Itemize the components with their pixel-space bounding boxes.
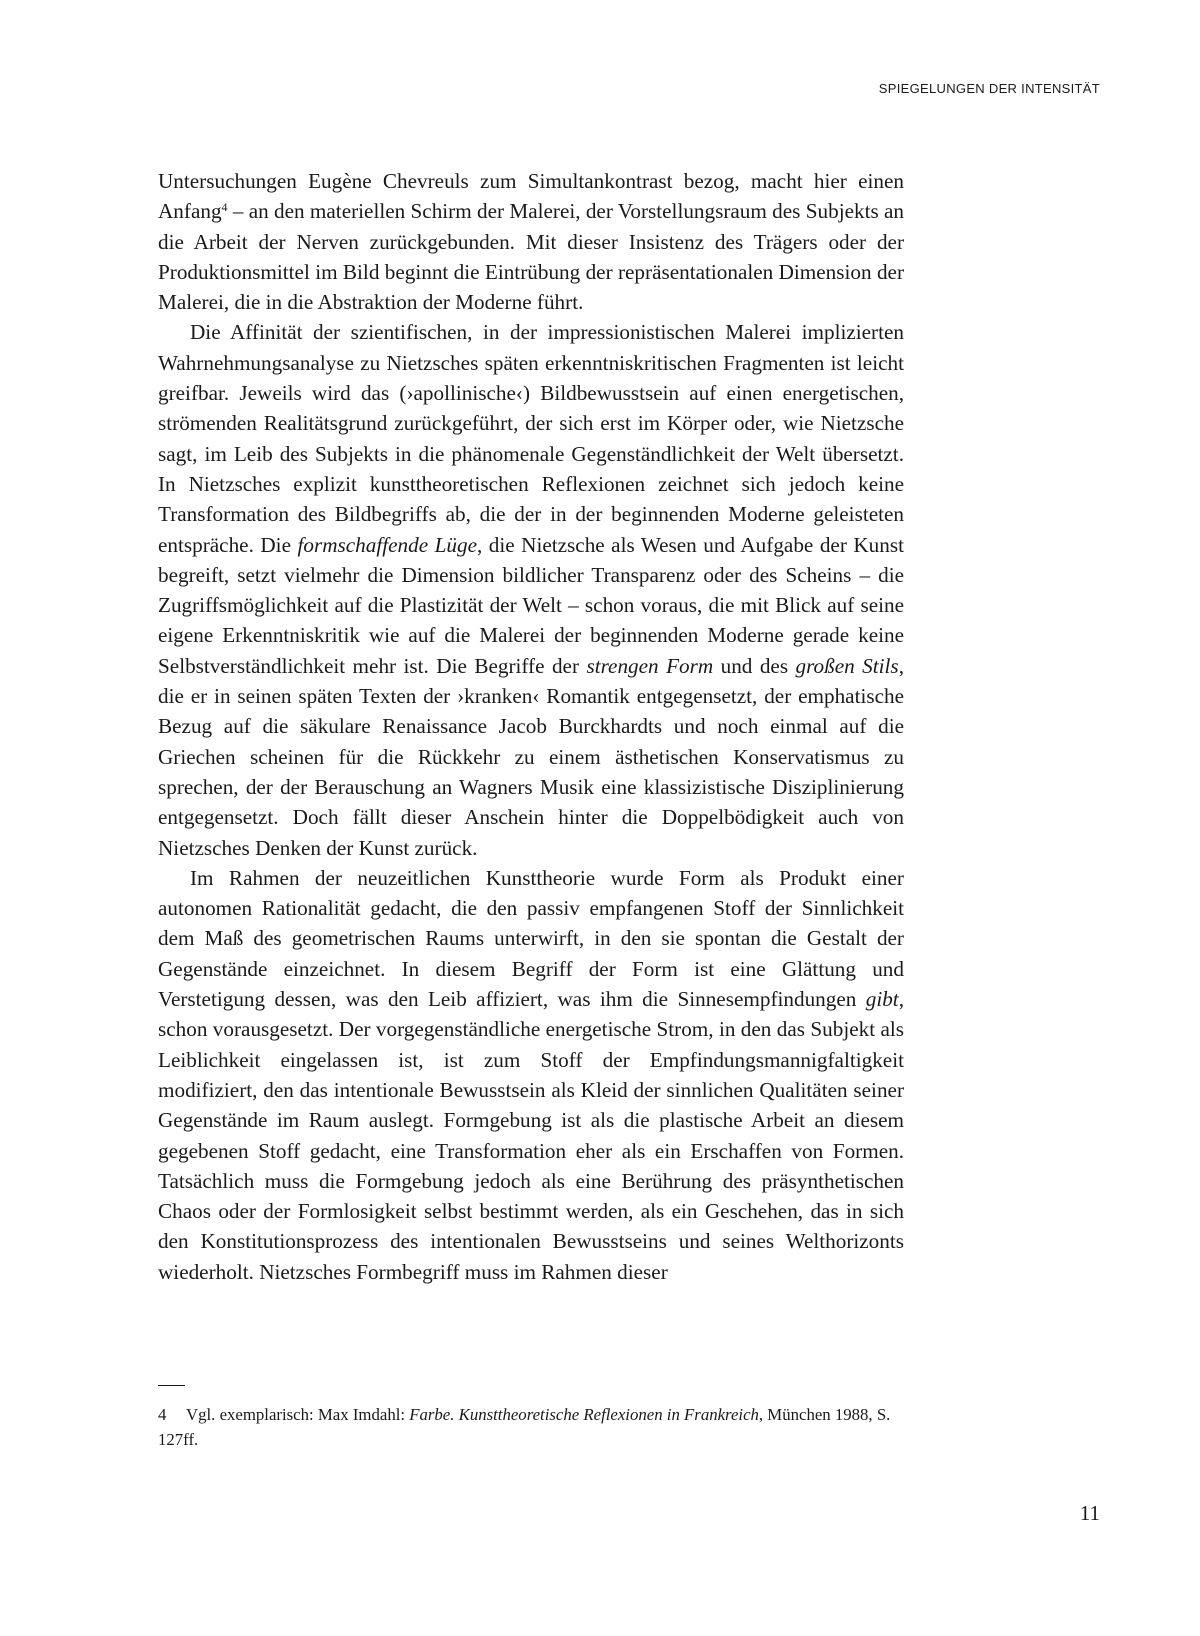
emphasis: strengen Form	[586, 653, 714, 678]
footnote-reference: 4	[221, 200, 228, 215]
text-segment: und des	[713, 653, 796, 678]
paragraph-3	[158, 863, 904, 1287]
text-segment: Die Affinität der szientifischen, in der impressionistischen Malerei implizierten Wahrnehmungsanalyse zu Nietzsches späten erkenntniskritischen Fragmenten ist leicht greifbar. Jeweils wird das (›apollinische‹) Bildbewusstsein auf einen energetischen, strömenden Realitätsgrund zurückgeführt, der sich erst im Körper oder, wie Nietzsche sagt, im Leib des Subjekts in die phänomenale Gegenständlichkeit der Welt übersetzt. In Nietzsches explizit kunsttheoretischen Reflexionen zeichnet sich jedoch keine Transformation des Bildbegriffs ab, die der in der beginnenden Moderne geleisteten entspräche. Die	[158, 320, 904, 557]
text-segment: , die er in seinen späten Texten der ›kranken‹ Romantik entgegensetzt, der emphatische Bezug auf die säkulare Renaissance Jacob Burckhardts und noch einmal auf die Griechen scheinen für die Rückkehr zu einem ästhetischen Konservatismus zu sprechen, der der Berauschung an Wagners Musik eine klassizistische Disziplinierung entgegensetzt. Doch fällt dieser Anschein hinter die Doppelbödigkeit auch von Nietzsches Denken der Kunst zurück.	[158, 653, 904, 860]
main-text	[158, 166, 904, 1287]
footnote-number: 4	[158, 1405, 167, 1424]
footnote-text: Vgl. exemplarisch: Max Imdahl:	[186, 1405, 410, 1424]
emphasis: formschaffende Lüge	[297, 532, 477, 557]
text-segment: , schon vorausgesetzt. Der vorgegenständliche energetische Strom, in den das Subjekt als Leiblichkeit eingelassen ist, ist zum Stoff der Empfindungsmannigfaltigkeit modifiziert, den das intentionale Bewusstsein als Kleid der sinnlichen Qualitäten seiner Gegenstände im Raum auslegt. Formgebung ist als die plastische Arbeit an diesem gegebenen Stoff gedacht, eine Transformation eher als ein Erschaffen von Formen. Tatsächlich muss die Formgebung jedoch als eine Berührung des präsynthetischen Chaos oder der Formlosigkeit selbst bestimmt werden, als ein Geschehen, das in sich den Konstitutionsprozess des intentionalen Bewusstseins und seines Welthorizonts wiederholt. Nietzsches Formbegriff muss im Rahmen dieser	[158, 987, 904, 1284]
footnote-text: , München 1988, S. 127ff.	[158, 1405, 891, 1449]
page-number: 11	[1079, 1501, 1100, 1525]
paragraph-2	[158, 317, 904, 862]
text-segment: Untersuchungen Eugène Chevreuls zum Simultankontrast bezog, macht hier einen Anfang	[158, 169, 904, 224]
footnote	[158, 1402, 904, 1452]
footnote-divider	[158, 1385, 185, 1386]
running-head: SPIEGELUNGEN DER INTENSITÄT	[878, 81, 1100, 96]
footnote-title: Farbe. Kunsttheoretische Reflexionen in Frankreich	[409, 1405, 759, 1424]
text-segment: Im Rahmen der neuzeitlichen Kunsttheorie wurde Form als Produkt einer autonomen Rationalität gedacht, die den passiv empfangenen Stoff der Sinnlichkeit dem Maß des geometrischen Raums unterwirft, in den sie spontan die Gestalt der Gegenstände einzeichnet. In diesem Begriff der Form ist eine Glättung und Verstetigung dessen, was den Leib affiziert, was ihm die Sinnesempfindungen	[158, 865, 904, 1012]
text-segment: , die Nietzsche als Wesen und Aufgabe der Kunst begreift, setzt vielmehr die Dimension bildlicher Transparenz oder des Scheins – die Zugriffsmöglichkeit auf die Plastizität der Welt – schon voraus, die mit Blick auf seine eigene Erkenntniskritik wie auf die Malerei der beginnenden Moderne gerade keine Selbstverständlichkeit mehr ist. Die Begriffe der	[158, 532, 904, 678]
emphasis: gibt	[865, 987, 899, 1012]
paragraph-1	[158, 166, 904, 317]
text-segment: – an den materiellen Schirm der Malerei, der Vorstellungsraum des Subjekts an die Arbeit der Nerven zurückgebunden. Mit dieser Insistenz des Trägers oder der Produktionsmittel im Bild beginnt die Eintrübung der repräsentationalen Dimension der Malerei, die in die Abstraktion der Moderne führt.	[158, 199, 905, 315]
emphasis: großen Stils	[795, 653, 899, 678]
